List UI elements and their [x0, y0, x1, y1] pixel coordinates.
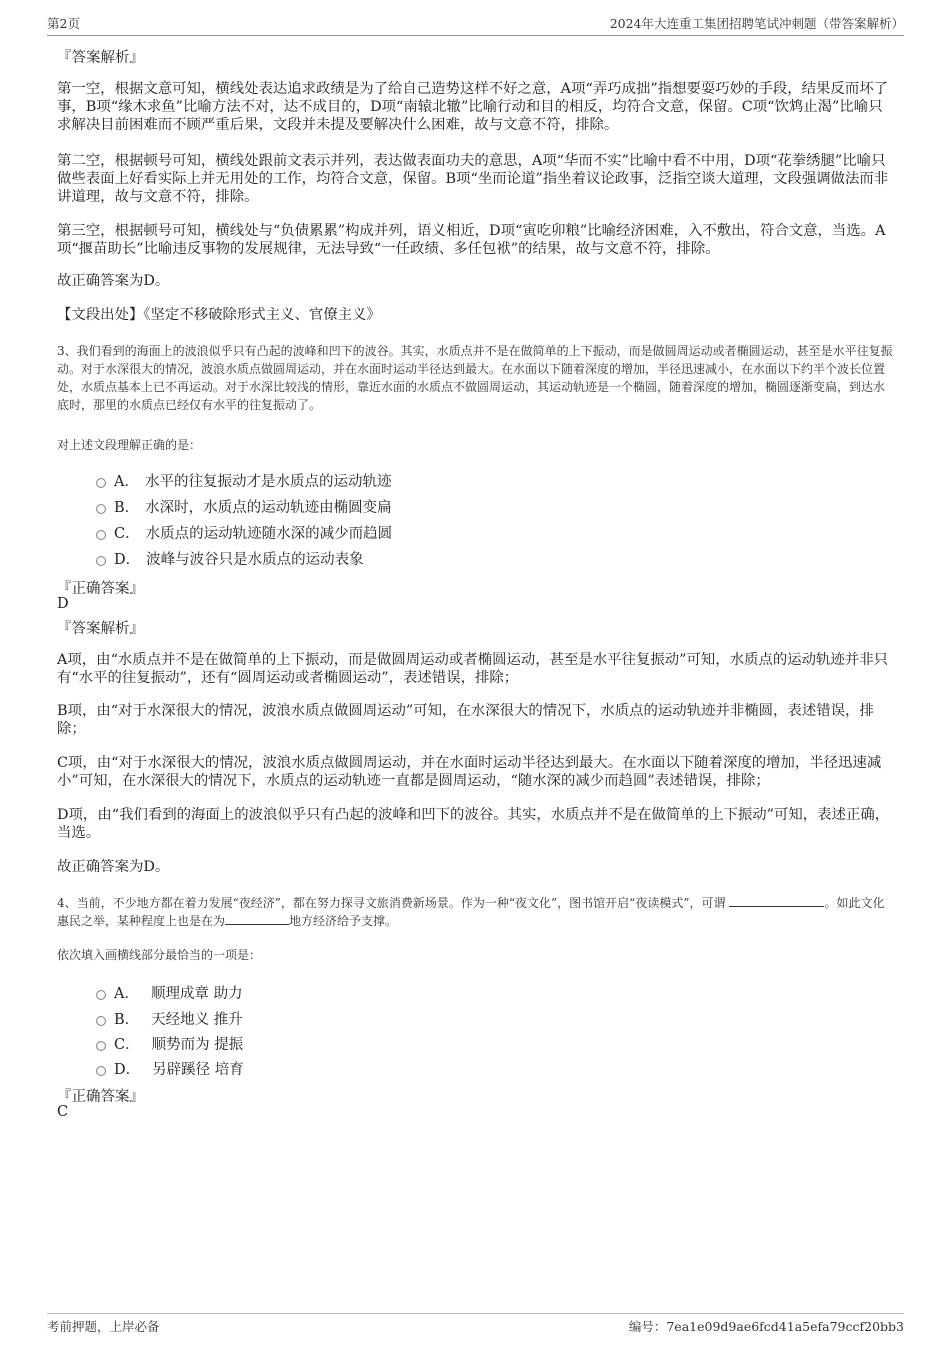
page-header: [47, 14, 904, 36]
q2-explain-para-3: 第三空，根据顿号可知，横线处与“负债累累”构成并列，语义相近，D项“寅吃卯粮”比喻经济困难，入不敷出，符合文意，当选。A项“揠苗助长”比喻违反事物的发展规律，无法导致“一任政绩、多任包袱”的结果，故与文意不符，排除。: [57, 223, 886, 257]
q3-explain-b: B项，由“对于水深很大的情况，波浪水质点做圆周运动”可知，在水深很大的情况下，水质点的运动轨迹并非椭圆，表述错误，排除；: [57, 703, 874, 737]
page-number: 第2页: [47, 16, 80, 31]
q3-option-a[interactable]: [96, 470, 391, 491]
q4-answer-label: 『正确答案』: [57, 1089, 144, 1105]
q4-stem-part-1: 4、当前，不少地方都在着力发展“夜经济”，都在努力探寻文旅消费新场景。作为一种“夜文化”，图书馆开启“夜读模式”，可谓: [57, 896, 726, 910]
option-text: 顺势而为 提振: [151, 1037, 244, 1053]
q4-option-a[interactable]: [96, 982, 243, 1003]
option-key: C．: [114, 526, 140, 542]
q3-prompt: 对上述文段理解正确的是：: [57, 438, 202, 452]
page-footer: [47, 1313, 904, 1335]
q4-option-d[interactable]: [96, 1058, 244, 1079]
option-key: B．: [114, 500, 140, 516]
q3-conclusion: 故正确答案为D。: [57, 859, 170, 875]
radio-button-icon[interactable]: [96, 556, 106, 566]
radio-button-icon[interactable]: [96, 478, 106, 488]
radio-button-icon[interactable]: [96, 1016, 106, 1026]
q3-explain-label: 『答案解析』: [57, 621, 144, 637]
option-key: B．: [114, 1012, 140, 1028]
fill-blank-2: [225, 912, 289, 925]
option-key: D．: [114, 1062, 141, 1078]
q3-explain-c: C项，由“对于水深很大的情况，波浪水质点做圆周运动，并在水面时运动半径达到最大。在水面以下随着深度的增加，半径迅速减小”可知，在水深很大的情况下，水质点的运动轨迹一直都是圆周运动，“随水深的减少而趋圆”表述错误，排除；: [57, 755, 882, 789]
fill-blank-1: [729, 894, 824, 907]
q3-option-b[interactable]: [96, 496, 392, 517]
q2-conclusion: 故正确答案为D。: [57, 273, 170, 289]
radio-button-icon[interactable]: [96, 990, 106, 1000]
radio-button-icon[interactable]: [96, 1041, 106, 1051]
q4-option-c[interactable]: [96, 1033, 243, 1054]
document-title: 2024年大连重工集团招聘笔试冲刺题（带答案解析）: [609, 16, 904, 31]
q3-explain-d: D项，由“我们看到的海面上的波浪似乎只有凸起的波峰和凹下的波谷。其实，水质点并不是在做简单的上下振动”可知，表述正确，当选。: [57, 807, 890, 841]
q3-option-c[interactable]: [96, 522, 392, 543]
q4-stem-part-2: 。如此文化惠民之举，某种程度上也是在为: [57, 896, 885, 928]
q3-stem: 3、我们看到的海面上的波浪似乎只有凸起的波峰和凹下的波谷。其实，水质点并不是在做简单的上下振动，而是做圆周运动或者椭圆运动，甚至是水平往复振动。对于水深很大的情况，波浪水质点做圆周运动，并在水面时运动半径达到最大。在水面以下随着深度的增加，半径迅速减小，在水面以下约半个波长位置处，水质点基本上已不再运动。对于水深比较浅的情形，靠近水面的水质点不做圆周运动，其运动轨迹是一个椭圆，随着深度的增加，椭圆逐渐变扁，到达水底时，那里的水质点已经仅有水平的往复振动了。: [57, 344, 893, 412]
option-text: 另辟蹊径 培育: [152, 1062, 244, 1078]
radio-button-icon[interactable]: [96, 504, 106, 514]
document-code: 编号：7ea1e09d9ae6fcd41a5efa79ccf20bb3: [628, 1319, 904, 1334]
q4-option-b[interactable]: [96, 1008, 243, 1029]
option-key: A．: [114, 986, 139, 1002]
q3-explain-a: A项，由“水质点并不是在做简单的上下振动，而是做圆周运动或者椭圆运动，甚至是水平往复振动”可知，水质点的运动轨迹并非只有“水平的往复振动”，还有“圆周运动或者椭圆运动”，表述错误，排除；: [57, 652, 888, 686]
q2-explain-para-2: 第二空，根据顿号可知，横线处跟前文表示并列，表达做表面功夫的意思，A项“华而不实”比喻中看不中用，D项“花拳绣腿”比喻只做些表面上好看实际上并无用处的工作，均符合文意，保留。B项“坐而论道”指坐着议论政事，泛指空谈大道理，文段强调做法而非讲道理，故与文意不符，排除。: [57, 153, 889, 205]
q4-answer: C: [57, 1104, 69, 1120]
q4-stem-part-3: 地方经济给予支撑。: [289, 914, 398, 928]
option-text: 顺理成章 助力: [150, 986, 243, 1002]
option-key: D．: [114, 552, 141, 568]
option-text: 水深时，水质点的运动轨迹由椭圆变扁: [145, 500, 392, 516]
option-text: 水质点的运动轨迹随水深的减少而趋圆: [145, 526, 393, 542]
q3-option-d[interactable]: [96, 548, 364, 569]
radio-button-icon[interactable]: [96, 1066, 106, 1076]
q2-source: 【文段出处】《坚定不移破除形式主义、官僚主义》: [57, 307, 381, 323]
radio-button-icon[interactable]: [96, 530, 106, 540]
option-text: 水平的往复振动才是水质点的运动轨迹: [144, 474, 392, 490]
q4-stem: [57, 894, 893, 930]
q2-explain-label: 『答案解析』: [57, 50, 144, 66]
footer-slogan: 考前押题，上岸必备: [47, 1319, 160, 1334]
q2-explain-para-1: 第一空，根据文意可知，横线处表达追求政绩是为了给自己造势这样不好之意，A项“弄巧成拙”指想要耍巧妙的手段，结果反而坏了事，B项“缘木求鱼”比喻方法不对，达不成目的，D项“南辕北辙”比喻行动和目的相反，均符合文意，保留。C项“饮鸩止渴”比喻只求解决目前困难而不顾严重后果，文段并未提及要解决什么困难，故与文意不符，排除。: [57, 81, 888, 133]
option-key: A．: [114, 474, 139, 490]
q3-answer-label: 『正确答案』: [57, 581, 144, 597]
q3-answer: D: [57, 596, 69, 612]
option-text: 天经地义 推升: [151, 1012, 243, 1028]
option-key: C．: [114, 1037, 140, 1053]
option-text: 波峰与波谷只是水质点的运动表象: [146, 552, 364, 568]
q4-prompt: 依次填入画横线部分最恰当的一项是：: [57, 948, 262, 962]
